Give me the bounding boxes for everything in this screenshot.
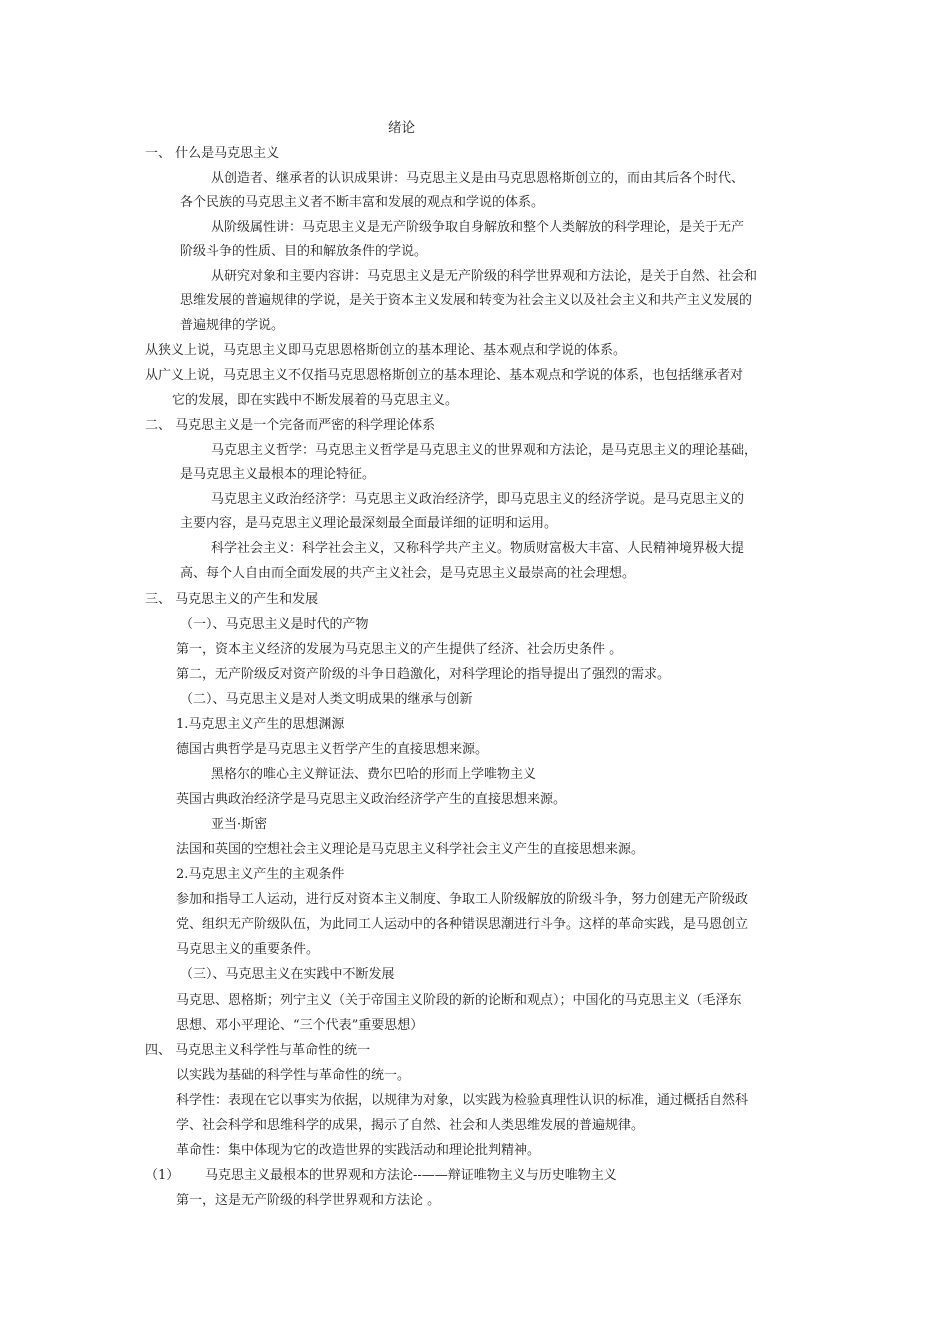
s1-paragraph-line: 思维发展的普遍规律的学说，是关于资本主义发展和转变为社会主义以及社会主义和共产主义发展的	[180, 293, 753, 308]
s3-subheading-2: （二）、马克思主义是对人类文明成果的继承与创新	[180, 692, 473, 707]
section-4-heading: 四、 马克思主义科学性与革命性的统一	[145, 1043, 371, 1058]
s2-paragraph-line: 马克思主义政治经济学：马克思主义政治经济学，即马克思主义的经济学说。是马克思主义的	[211, 492, 745, 507]
s3-subheading-1: （一）、马克思主义是时代的产物	[180, 617, 369, 632]
s4-text-line: 第一，这是无产阶级的科学世界观和方法论 。	[176, 1193, 441, 1208]
s1-paragraph-line: 各个民族的马克思主义者不断丰富和发展的观点和学说的体系。	[180, 195, 545, 210]
s4-science-line: 科学性：表现在它以事实为依据，以规律为对象，以实践为检验真理性认识的标准，通过概括自然科	[176, 1093, 749, 1108]
page-title: 绪论	[388, 120, 415, 136]
s3-text-line: 法国和英国的空想社会主义理论是马克思主义科学社会主义产生的直接思想来源。	[176, 842, 645, 857]
s4-text-line: 革命性：集中体现为它的改造世界的实践活动和理论批判精神。	[176, 1143, 541, 1158]
s4-text-line: 以实践为基础的科学性与革命性的统一。	[176, 1068, 411, 1083]
s3-text-line: 黑格尔的唯心主义辩证法、费尔巴哈的形而上学唯物主义	[211, 767, 537, 782]
section-2-heading: 二、 马克思主义是一个完备而严密的科学理论体系	[145, 418, 436, 433]
s4-numbered-heading: 马克思主义最根本的世界观和方法论--——辩证唯物主义与历史唯物主义	[205, 1168, 617, 1183]
s3-text-line: 英国古典政治经济学是马克思主义政治经济学产生的直接思想来源。	[176, 792, 567, 807]
s2-paragraph-line: 是马克思主义最根本的理论特征。	[180, 467, 376, 482]
s1-broad-definition: 从广义上说，马克思主义不仅指马克思恩格斯创立的基本理论、基本观点和学说的体系，也包括继承者对	[145, 368, 744, 383]
section-1-heading: 一、 什么是马克思主义	[145, 146, 280, 161]
s4-numbered-marker: （1）	[145, 1168, 180, 1183]
s1-broad-definition: 它的发展，即在实践中不断发展着的马克思主义。	[172, 393, 459, 408]
s3-text-line: 第二，无产阶级反对资产阶级的斗争日趋激化，对科学理论的指导提出了强烈的需求。	[176, 667, 671, 682]
s3-practice-line: 参加和指导工人运动，进行反对资本主义制度、争取工人阶级解放的阶级斗争，努力创建无产阶级政	[176, 892, 749, 907]
s3-practice-line: 马克思主义的重要条件。	[176, 942, 320, 957]
s3-item-heading-2: 2.马克思主义产生的主观条件	[176, 867, 345, 882]
s1-narrow-definition: 从狭义上说，马克思主义即马克思恩格斯创立的基本理论、基本观点和学说的体系。	[145, 343, 627, 358]
s2-paragraph-line: 科学社会主义：科学社会主义，又称科学共产主义。物质财富极大丰富、人民精神境界极大提	[211, 541, 745, 556]
s3-development-line: 马克思、恩格斯；列宁主义（关于帝国主义阶段的新的论断和观点）；中国化的马克思主义（毛泽东	[176, 993, 742, 1008]
s3-development-line: 思想、邓小平理论、“三个代表”重要思想）	[176, 1018, 424, 1033]
s3-text-line: 亚当·斯密	[211, 817, 268, 832]
s1-paragraph-line: 从研究对象和主要内容讲：马克思主义是无产阶级的科学世界观和方法论，是关于自然、社会和	[211, 269, 758, 284]
section-3-heading: 三、 马克思主义的产生和发展	[145, 592, 319, 607]
s1-paragraph-line: 普遍规律的学说。	[180, 318, 285, 333]
s3-text-line: 第一，资本主义经济的发展为马克思主义的产生提供了经济、社会历史条件 。	[176, 642, 623, 657]
s3-practice-line: 党、组织无产阶级队伍，为此同工人运动中的各种错误思潮进行斗争。这样的革命实践，是马恩创立	[176, 917, 749, 932]
s3-text-line: 德国古典哲学是马克思主义哲学产生的直接思想来源。	[176, 742, 489, 757]
s1-paragraph-line: 从阶级属性讲：马克思主义是无产阶级争取自身解放和整个人类解放的科学理论，是关于无产	[211, 220, 745, 235]
s4-science-line: 学、社会科学和思维科学的成果，揭示了自然、社会和人类思维发展的普遍规律。	[176, 1118, 645, 1133]
s3-item-heading-1: 1.马克思主义产生的思想渊源	[176, 717, 345, 732]
s3-subheading-3: （三）、马克思主义在实践中不断发展	[180, 967, 395, 982]
s1-paragraph-line: 从创造者、继承者的认识成果讲：马克思主义是由马克思恩格斯创立的，而由其后各个时代、	[211, 171, 745, 186]
s1-paragraph-line: 阶级斗争的性质、目的和解放条件的学说。	[180, 244, 428, 259]
s2-paragraph-line: 高、每个人自由而全面发展的共产主义社会，是马克思主义最崇高的社会理想。	[180, 566, 636, 581]
s2-paragraph-line: 主要内容，是马克思主义理论最深刻最全面最详细的证明和运用。	[180, 516, 558, 531]
s2-paragraph-line: 马克思主义哲学：马克思主义哲学是马克思主义的世界观和方法论，是马克思主义的理论基础，	[211, 443, 758, 458]
